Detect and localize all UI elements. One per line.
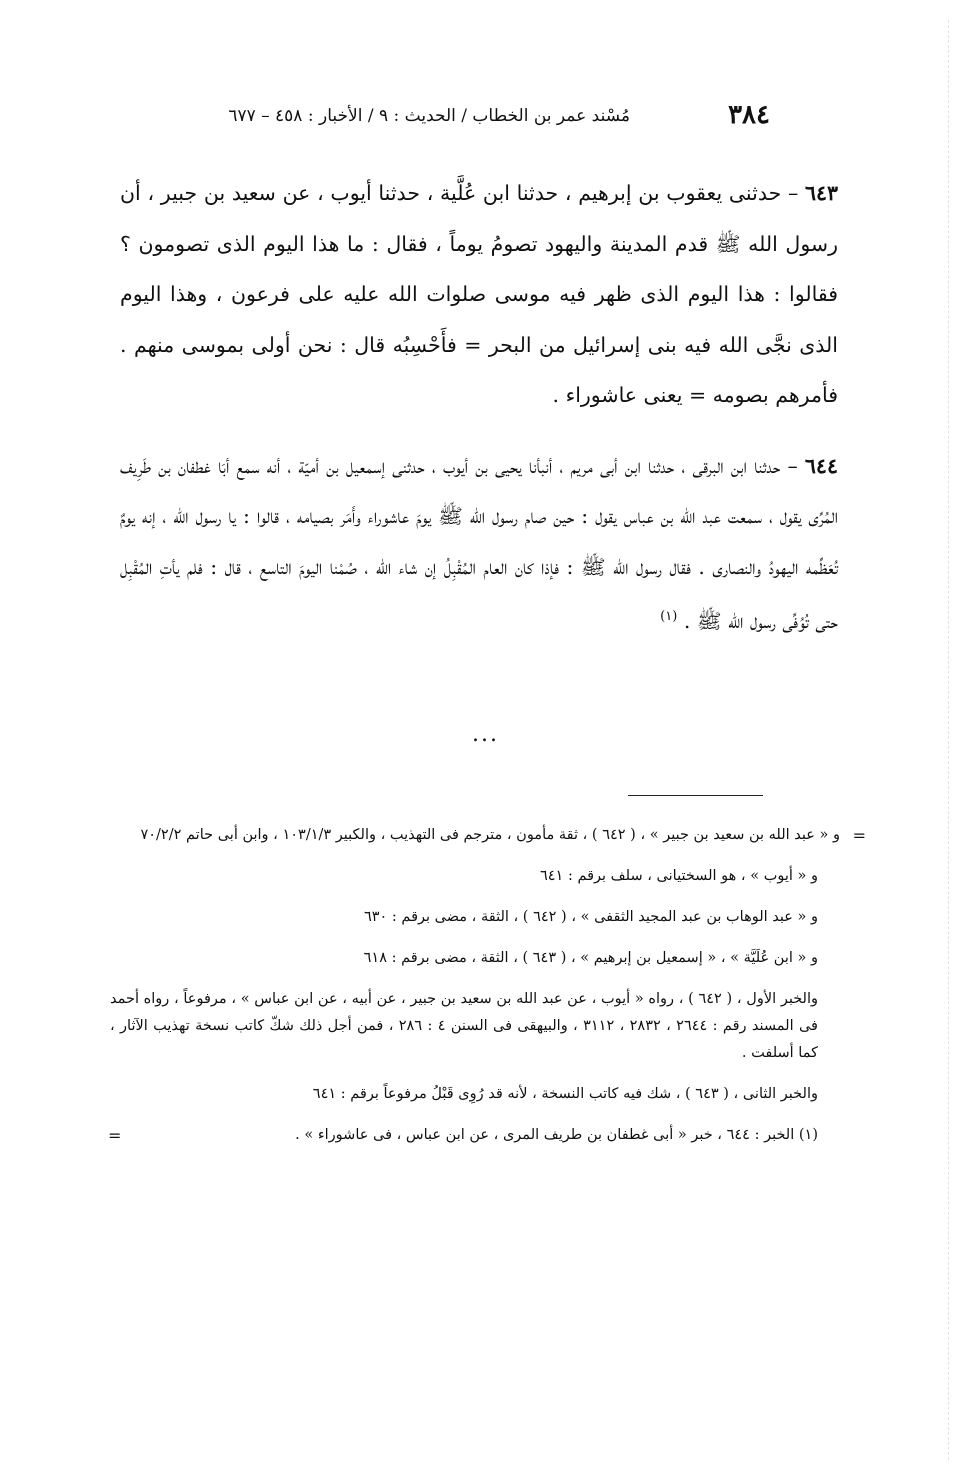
footnote-text: والخبر الثانى ، ( ٦٤٣ ) ، شك فيه كاتب النسخة ، لأنه قد رُوِى قَبْلُ مرفوعاً برقم : ٦٤١ xyxy=(312,1086,818,1102)
hadith-text: حدثنى يعقوب بن إبرهيم ، حدثنا ابن عُلَّية ، حدثنا أيوب ، عن سعيد بن جبير ، أن رسول الله ﷺ قدم المدينة واليهود تصومُ يوماً ، فقال : ما هذا اليوم الذى تصومون ؟ فقالوا : هذا اليوم الذى ظهر فيه موسى صلوات الله عليه على فرعون ، وهذا اليوم الذى نجَّى الله فيه بنى إسرائيل من البحر = فأَحْسِبُه قال : نحن أولى بموسى منهم . فأمرهم بصومه = يعنى عاشوراء . xyxy=(120,181,838,407)
footnotes xyxy=(108,822,866,1149)
hadith-643 xyxy=(120,168,838,421)
page-number: ٣٨٤ xyxy=(728,100,770,130)
main-text xyxy=(120,168,838,666)
footnote-text: و « عبد الله بن سعيد بن جبير » ، ( ٦٤٢ ) ، ثقة مأمون ، مترجم فى التهذيب ، والكبير ١٠٣/١/٣ ، وابن أبى حاتم ٧٠/٢/٢ xyxy=(140,827,840,843)
footnote-separator xyxy=(628,795,763,796)
footnote-text: و « أيوب » ، هو السختيانى ، سلف برقم : ٦٤١ xyxy=(539,868,818,884)
footnote-line xyxy=(110,1081,840,1108)
footnote-1 xyxy=(110,1122,840,1149)
footnote-line xyxy=(110,945,840,972)
hadith-number: ٦٤٤ xyxy=(804,453,838,478)
continuation-mark: = xyxy=(108,1126,122,1145)
footnote-text: و « عبد الوهاب بن عبد المجيد الثقفى » ، ( ٦٤٢ ) ، الثقة ، مضى برقم : ٦٣٠ xyxy=(363,909,818,925)
footnote-line xyxy=(110,986,840,1067)
footnote-text: و « ابن عُلَيَّة » ، « إسمعيل بن إبرهيم » ، ( ٦٤٣ ) ، الثقة ، مضى برقم : ٦١٨ xyxy=(363,950,818,966)
header-title: مُسْند عمر بن الخطاب / الحديث : ٩ / الأخبار : ٤٥٨ – ٦٧٧ xyxy=(228,106,630,126)
running-header xyxy=(200,100,770,140)
footnote-text: (١) الخبر : ٦٤٤ ، خبر « أبى غطفان بن طريف المرى ، عن ابن عباس ، فى عاشوراء » . xyxy=(295,1127,818,1143)
footnote-reference: (١) xyxy=(660,609,678,624)
hadith-number: ٦٤٣ xyxy=(804,181,838,205)
continuation-mark: = xyxy=(852,826,866,845)
footnote-line xyxy=(110,904,840,931)
hadith-dash: – xyxy=(787,453,798,478)
hadith-text: حدثنا ابن البرقى ، حدثنا ابن أبى مريم ، أنبأنا يحيى بن أيوب ، حدثنى إسمعيل بن أميّة ، أنه سمع أبَا غطفان بن طَرِيف المُرِّى يقول ، سمعت عبد الله بن عباس يقول : حين صام رسول الله ﷺ يومَ عاشوراء وأَمَر بصيامه ، قالوا : يا رسول الله ، إنه يومٌ تُعَظِّمه اليهودُ والنصارى . فقال رسول الله ﷺ : فإذا كان العام المُقْبِلُ إن شاء الله ، صُمْنا اليومَ التاسع ، قال : فلم يأتِ المُقْبِل حتى تُوُفِّى رسول الله ﷺ . xyxy=(120,453,838,633)
footnote-line xyxy=(110,863,840,890)
hadith-644 xyxy=(120,441,838,647)
footnote-text: والخبر الأول ، ( ٦٤٢ ) ، رواه « أيوب ، عن عبد الله بن سعيد بن جبير ، عن أبيه ، عن ابن عباس » ، مرفوعاً ، رواه أحمد فى المسند رقم : ٢٦٤٤ ، ٢٨٣٢ ، ٣١١٢ ، والبيهقى فى السنن ٤ : ٢٨٦ ، فمن أجل ذلك شكّ كاتب نسخة تهذيب الآثار ، كما أسلفت . xyxy=(110,991,819,1061)
hadith-dash: – xyxy=(787,181,799,205)
footnote-continued xyxy=(110,822,866,849)
section-ornament: ... xyxy=(472,722,499,747)
